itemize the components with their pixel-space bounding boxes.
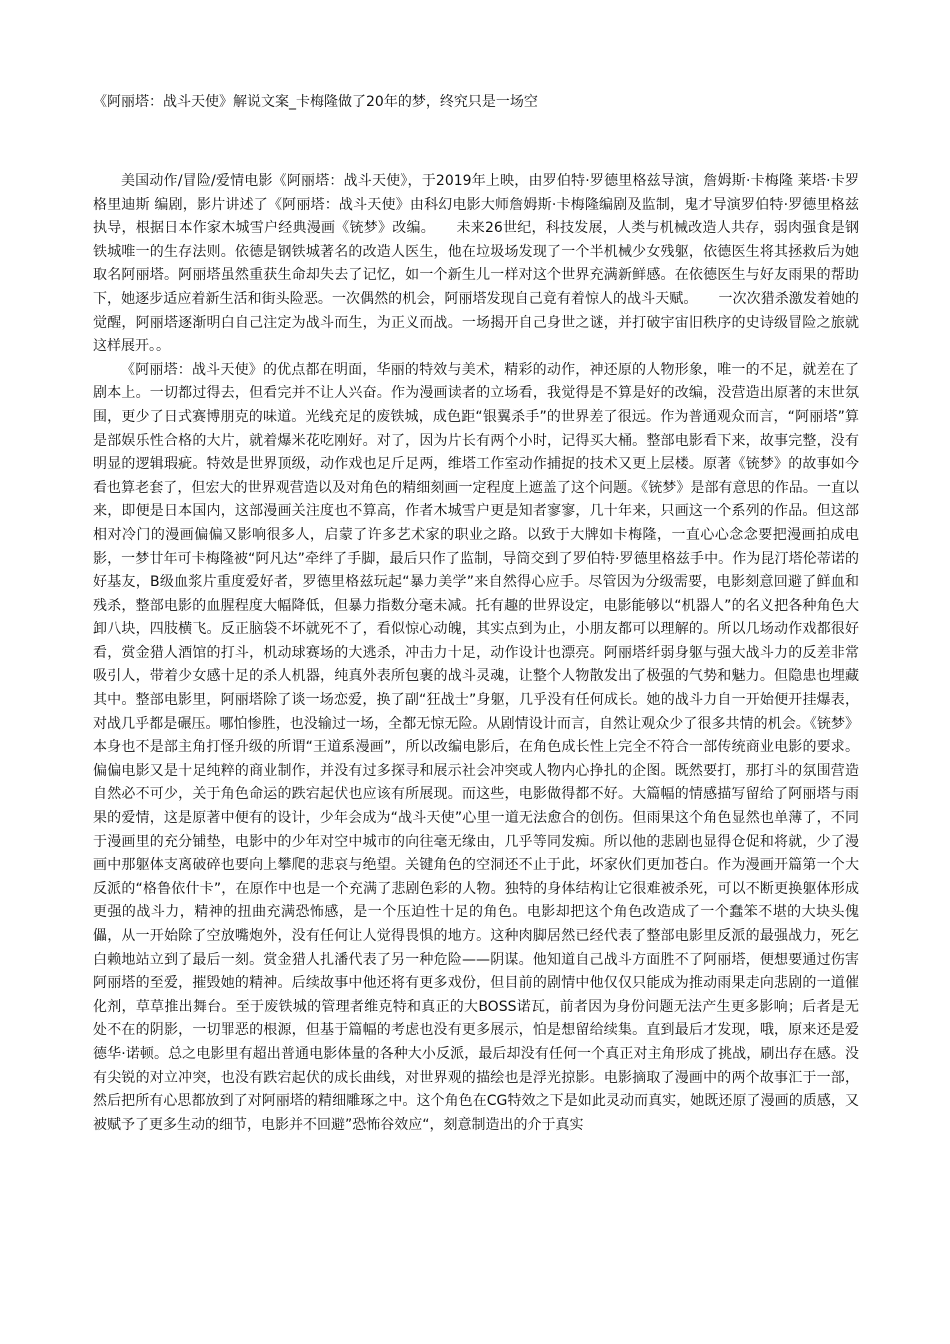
document-body [93,170,859,1137]
paragraph-intro: 美国动作/冒险/爱情电影《阿丽塔：战斗天使》，于2019年上映，由罗伯特·罗德里格兹导演，詹姆斯·卡梅隆 莱塔·卡罗格里迪斯 编剧，影片讲述了《阿丽塔：战斗天使》由科幻电影大师詹姆斯·卡梅隆编剧及监制，鬼才导演罗伯特·罗德里格兹执导，根据日本作家木城雪户经典漫画《铳梦》改编。 未来26世纪，科技发展，人类与机械改造人共存，弱肉强食是钢铁城唯一的生存法则。依德是钢铁城著名的改造人医生，他在垃圾场发现了一个半机械少女残躯，依德医生将其拯救后为她取名阿丽塔。阿丽塔虽然重获生命却失去了记忆，如一个新生儿一样对这个世界充满新鲜感。在依德医生与好友雨果的帮助下，她逐步适应着新生活和街头险恶。一次偶然的机会，阿丽塔发现自己竟有着惊人的战斗天赋。 一次次猎杀激发着她的觉醒，阿丽塔逐渐明白自己注定为战斗而生，为正义而战。一场揭开自己身世之谜，并打破宇宙旧秩序的史诗级冒险之旅就这样展开。。 [93,173,859,355]
document-title: 《阿丽塔：战斗天使》解说文案_卡梅隆做了20年的梦，终究只是一场空 [93,94,538,110]
paragraph-review: 《阿丽塔：战斗天使》的优点都在明面，华丽的特效与美术，精彩的动作，神还原的人物形象，唯一的不足，就差在了剧本上。一切都过得去，但看完并不让人兴奋。作为漫画读者的立场看，我觉得是不算是好的改编，没营造出原著的末世氛围，更少了日式赛博朋克的味道。光线充足的废铁城，成色距“银翼杀手”的世界差了很远。作为普通观众而言，“阿丽塔”算是部娱乐性合格的大片，就着爆米花吃刚好。对了，因为片长有两个小时，记得买大桶。整部电影看下来，故事完整，没有明显的逻辑瑕疵。特效是世界顶级，动作戏也足斤足两，维塔工作室动作捕捉的技术又更上层楼。原著《铳梦》的故事如今看也算老套了，但宏大的世界观营造以及对角色的精细刻画一定程度上遮盖了这个问题。《铳梦》是部有意思的作品。一直以来，即便是日本国内，这部漫画关注度也不算高，作者木城雪户更是知者寥寥，几十年来，只画这一个系列的作品。但这部相对冷门的漫画偏偏又影响很多人，启蒙了许多艺术家的职业之路。以致于大牌如卡梅隆，一直心心念念要把漫画拍成电影，一梦廿年可卡梅隆被“阿凡达”牵绊了手脚，最后只作了监制，导筒交到了罗伯特·罗德里格兹手中。作为昆汀塔伦蒂诺的好基友，B级血浆片重度爱好者，罗德里格兹玩起“暴力美学”来自然得心应手。尽管因为分级需要，电影刻意回避了鲜血和残杀，整部电影的血腥程度大幅降低，但暴力指数分毫未减。托有趣的世界设定，电影能够以“机器人”的名义把各种角色大卸八块，四肢横飞。反正脑袋不坏就死不了，看似惊心动魄，其实点到为止，小朋友都可以理解的。所以几场动作戏都很好看，赏金猎人酒馆的打斗，机动球赛场的大逃杀，冲击力十足，动作设计也漂亮。阿丽塔纤弱身躯与强大战斗力的反差非常吸引人，带着少女感十足的杀人机器，纯真外表所包裹的战斗灵魂，让整个人物散发出了极强的气势和魅力。但隐患也埋藏其中。整部电影里，阿丽塔除了谈一场恋爱，换了副“狂战士”身躯，几乎没有任何成长。她的战斗力自一开始便开挂爆表，对战几乎都是碾压。哪怕惨胜，也没输过一场，全都无惊无险。从剧情设计而言，自然让观众少了很多共情的机会。《铳梦》本身也不是部主角打怪升级的所谓“王道系漫画”，所以改编电影后，在角色成长性上完全不符合一部传统商业电影的要求。偏偏电影又是十足纯粹的商业制作，并没有过多探寻和展示社会冲突或人物内心挣扎的企图。既然要打，那打斗的氛围营造自然必不可少，关于角色命运的跌宕起伏也应该有所展现。而这些，电影做得都不好。大篇幅的情感描写留给了阿丽塔与雨果的爱情，这是原著中便有的设计，少年会成为“战斗天使”心里一道无法愈合的创伤。但雨果这个角色显然也单薄了，不同于漫画里的充分铺垫，电影中的少年对空中城市的向往毫无缘由，几乎等同发痴。所以他的悲剧也显得仓促和将就，少了漫画中那躯体支离破碎也要向上攀爬的悲哀与绝望。关键角色的空洞还不止于此，坏家伙们更加苍白。作为漫画开篇第一个大反派的“格鲁依什卡”，在原作中也是一个充满了悲剧色彩的人物。独特的身体结构让它很难被杀死，可以不断更换躯体形成更强的战斗力，精神的扭曲充满恐怖感，是一个压迫性十足的角色。电影却把这个角色改造成了一个蠢笨不堪的大块头傀儡，从一开始除了空放嘴炮外，没有任何让人觉得畏惧的地方。这种肉脚居然已经代表了整部电影里反派的最强战力，死乞白赖地站立到了最后一刻。赏金猎人扎潘代表了另一种危险——阴谋。他知道自己战斗方面胜不了阿丽塔，便想要通过伤害阿丽塔的至爱，摧毁她的精神。后续故事中他还将有更多戏份，但目前的剧情中他仅仅只能成为推动雨果走向悲剧的一道催化剂，草草推出舞台。至于废铁城的管理者维克特和真正的大BOSS诺瓦，前者因为身份问题无法产生更多影响；后者是无处不在的阴影，一切罪恶的根源，但基于篇幅的考虑也没有更多展示，怕是想留给续集。直到最后才发现，哦，原来还是爱德华·诺顿。总之电影里有超出普通电影体量的各种大小反派，最后却没有任何一个真正对主角形成了挑战，刷出存在感。没有尖锐的对立冲突，也没有跌宕起伏的成长曲线，对世界观的描绘也是浮光掠影。电影摘取了漫画中的两个故事汇于一部，然后把所有心思都放到了对阿丽塔的精细雕琢之中。这个角色在CG特效之下是如此灵动而真实，她既还原了漫画的质感，又被赋予了更多生动的细节，电影并不回避”恐怖谷效应“，刻意制造出的介于真实 [93,361,859,1133]
